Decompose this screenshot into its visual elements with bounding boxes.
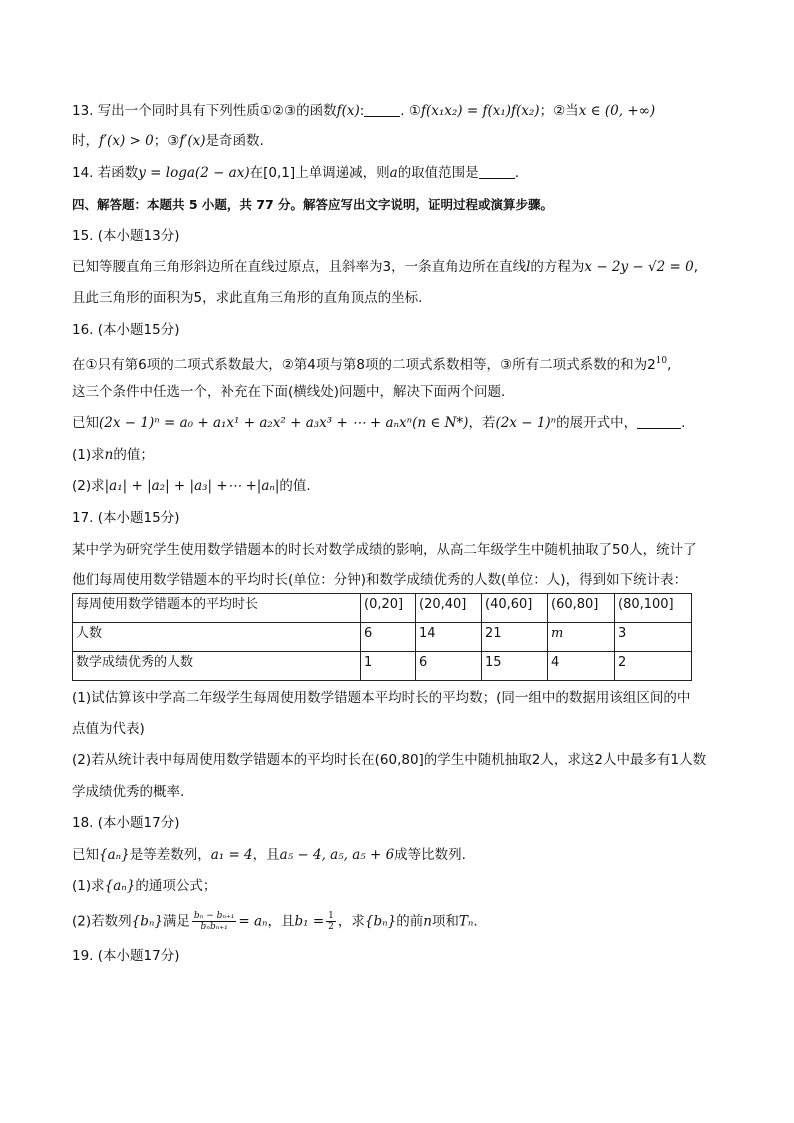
q14-line (72, 163, 519, 183)
table-cell: 1 (361, 652, 416, 681)
table-cell: m (548, 623, 615, 652)
fraction-denominator: 2 (328, 922, 334, 932)
table-cell: (80,100] (615, 594, 692, 623)
fraction-numerator: bₙ − bₙ₊₁ (193, 911, 235, 921)
q13-colon: : (359, 103, 365, 119)
q18-part1-seq: {aₙ} (104, 878, 136, 894)
q13-prop1-marker: . ① (400, 103, 421, 119)
table-cell: 2 (615, 652, 692, 681)
q16-line3 (72, 413, 685, 433)
q18-part2-text6: 项和 (431, 913, 459, 930)
q18-period: . (473, 913, 478, 930)
q16-part1-text: (1)求 (72, 447, 105, 463)
q18-text4: 成等比数列. (394, 847, 466, 863)
q18-part2-text: (2)若数列 (72, 913, 132, 930)
table-cell: 4 (548, 652, 615, 681)
statistics-table (72, 593, 692, 681)
q18-geometric-terms: a₅ − 4, a₅, a₅ + 6 (279, 847, 395, 863)
q18-seq-b: {bₙ} (131, 913, 163, 930)
q13-prop2-marker: ；②当 (539, 103, 579, 119)
q16-text3: 已知 (72, 415, 99, 431)
q16-text: 在①只有第6项的二项式系数最大，②第4项与第8项的二项式系数相等，③所有二项式系数的和为2 (72, 357, 656, 373)
q16-line1 (72, 351, 671, 375)
q18-line1 (72, 845, 466, 865)
answer-blank-16 (637, 415, 681, 429)
q18-var-n: n (423, 913, 432, 930)
q14-text2: 在[0,1]上单调递减，则 (249, 165, 390, 181)
q17-line1: 某中学为研究学生使用数学错题本的时长对数学成绩的影响，从高二年级学生中随机抽取了50人，统计了 (72, 542, 697, 558)
q18-part2 (72, 911, 478, 932)
q18-fraction (192, 911, 236, 932)
q15-line2: 且此三角形的面积为5，求此直角三角形的直角顶点的坐标. (72, 290, 423, 306)
q15-equation: x − 2y − √2 = 0 (584, 259, 694, 275)
q17-part1-line1: (1)试估算该中学高二年级学生每周使用数学错题本平均时长的平均数；(同一组中的数据用该组区间的中 (72, 690, 691, 706)
table-row (73, 594, 692, 623)
q18-part2-text5: 的前 (396, 913, 424, 930)
q13-fx: f(x) (336, 103, 360, 119)
q16-part1-text2: 的值； (113, 447, 154, 463)
fraction-numerator: 1 (328, 911, 334, 921)
q16-comma: , (667, 357, 672, 373)
q16-expansion: (2x − 1)ⁿ = a₀ + a₁x¹ + a₂x² + a₃x³ + ⋯ + aₙxⁿ(n ∈ N*) (99, 415, 469, 431)
table-cell: 6 (416, 652, 482, 681)
q13-prop1: f(x₁x₂) = f(x₁)f(x₂) (420, 103, 540, 119)
q13-cond2: x ∈ (0, +∞) (578, 103, 656, 119)
q14-text: 14. 若函数 (72, 165, 139, 181)
table-cell: 21 (482, 623, 548, 652)
q16-text4: ，若 (468, 415, 496, 431)
q16-head: 16. (本小题15分) (72, 322, 180, 338)
q16-text5: 的展开式中， (556, 415, 638, 431)
q16-exponent: 10 (655, 356, 668, 366)
q18-text: 已知 (72, 847, 99, 863)
table-cell: 6 (361, 623, 416, 652)
table-cell: 14 (416, 623, 482, 652)
q18-Tn: Tₙ (458, 913, 474, 930)
q17-line2: 他们每周使用数学错题本的平均时长(单位：分钟)和数学成绩优秀的人数(单位：人)，得到如下统计表： (72, 572, 688, 588)
q15-text: 已知等腰直角三角形斜边所在直线过原点，且斜率为3，一条直角边所在直线 (72, 259, 527, 275)
table-cell: 数学成绩优秀的人数 (73, 652, 361, 681)
q14-var: a (389, 165, 398, 181)
table-cell: 每周使用数学错题本的平均时长 (73, 594, 361, 623)
table-cell: 3 (615, 623, 692, 652)
q18-part1 (72, 876, 216, 896)
q18-seq-a: {aₙ} (99, 847, 130, 863)
q16-var-n: n (104, 447, 114, 463)
q13-line1 (72, 101, 655, 121)
q16-part1 (72, 445, 154, 465)
section-4-header: 四、解答题：本题共 5 小题，共 77 分。解答应写出文字说明，证明过程或演算步骤。 (72, 197, 554, 212)
q19-head: 19. (本小题17分) (72, 948, 180, 964)
q16-part2-text: (2)求 (72, 478, 105, 494)
q17-head: 17. (本小题15分) (72, 510, 180, 526)
q18-seq-b2: {bₙ} (364, 913, 397, 930)
table-cell: 15 (482, 652, 548, 681)
q18-a1: a₁ = 4 (210, 847, 253, 863)
q15-line1 (72, 257, 698, 277)
q14-text3: 的取值范围是 (397, 165, 479, 181)
q16-part2-text2: 的值. (279, 478, 311, 494)
fraction-denominator: bₙbₙ₊₁ (200, 922, 228, 932)
q18-head: 18. (本小题17分) (72, 815, 180, 831)
q18-half (326, 911, 336, 932)
q16-period: . (681, 415, 686, 431)
q14-func: y = loga(2 − ax) (138, 165, 250, 181)
q13-text: 13. 写出一个同时具有下列性质①②③的函数 (72, 103, 337, 119)
q16-part2 (72, 476, 311, 496)
q13-prop3: f′(x) (179, 133, 206, 149)
q16-binomial: (2x − 1)ⁿ (495, 415, 557, 431)
q15-text2: 的方程为 (530, 259, 585, 275)
q18-text3: ，且 (252, 847, 280, 863)
table-cell: 人数 (73, 623, 361, 652)
q16-abs-sum: |a₁| + |a₂| + |a₃| +⋯ +|aₙ| (104, 478, 280, 494)
table-cell: (60,80] (548, 594, 615, 623)
q13-text2: 时， (72, 133, 99, 149)
q18-part1-text: (1)求 (72, 878, 105, 894)
q13-line2 (72, 131, 264, 151)
q18-part1-text2: 的通项公式； (135, 878, 217, 894)
q13-prop3-marker: ；③ (153, 133, 180, 149)
answer-blank-13 (364, 103, 400, 117)
table-cell: (20,40] (416, 594, 482, 623)
q18-text2: 是等差数列， (129, 847, 211, 863)
q15-var-l: l (526, 259, 531, 275)
table-row (73, 652, 692, 681)
q14-period: . (514, 165, 519, 181)
table-cell: (40,60] (482, 594, 548, 623)
q13-text3: 是奇函数. (205, 133, 264, 149)
q16-line2: 这三个条件中任选一个，补充在下面(横线处)问题中，解决下面两个问题. (72, 384, 506, 400)
table-row (73, 623, 692, 652)
q18-part2-text4: ，求 (337, 913, 365, 930)
q17-part1-line2: 点值为代表) (72, 721, 145, 737)
q18-eq: = aₙ (238, 913, 268, 930)
q15-comma: , (693, 259, 699, 275)
answer-blank-14 (479, 165, 515, 179)
q17-part2-line1: (2)若从统计表中每周使用数学错题本的平均时长在(60,80]的学生中随机抽取2人，求这2人中最多有1人数 (72, 752, 707, 768)
q17-part2-line2: 学成绩优秀的概率. (72, 784, 185, 800)
q15-head: 15. (本小题13分) (72, 228, 180, 244)
q18-part2-text2: 满足 (162, 913, 190, 930)
q13-prop2: f′(x) > 0 (99, 133, 154, 149)
q18-part2-text3: ，且 (267, 913, 295, 930)
table-cell: (0,20] (361, 594, 416, 623)
q18-b1: b₁ = (294, 913, 325, 930)
